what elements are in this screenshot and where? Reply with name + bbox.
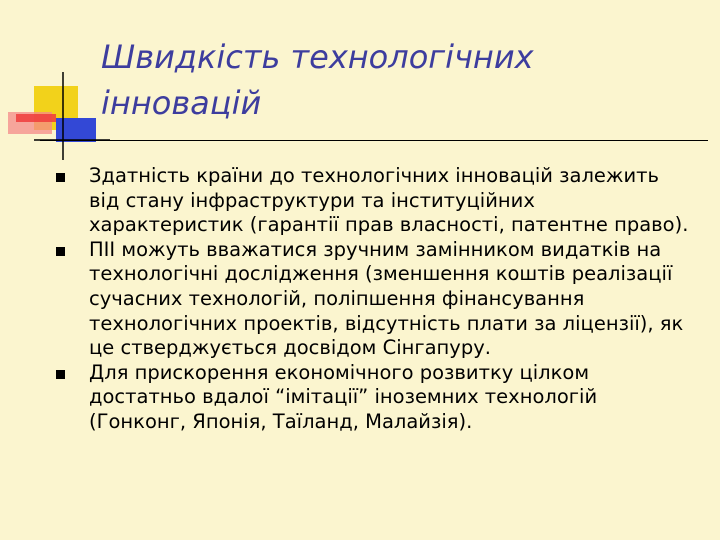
title-divider xyxy=(40,140,708,141)
square-bullet-icon xyxy=(56,173,65,182)
square-bullet-icon xyxy=(56,247,65,256)
bullet-text: Здатність країни до технологічних інновацій залежить від стану інфраструктури та інституційних характеристик (гарантії прав власності, патентне право). xyxy=(89,164,689,237)
slide-title xyxy=(101,34,701,126)
bullet-text: ПІІ можуть вважатися зручним замінником видатків на технологічні дослідження (зменшення коштів реалізації сучасних технологій, поліпшення фінансування технологічних проектів, відсутність плати за ліцензії), як це стверджується досвідом Сінгапуру. xyxy=(89,237,684,360)
square-bullet-icon xyxy=(56,370,65,379)
bullet-item xyxy=(55,164,695,238)
red-bar xyxy=(16,114,56,122)
title-line-1: Швидкість технологічних xyxy=(101,38,534,76)
color-squares-logo xyxy=(0,0,110,170)
title-line-2: інновацій xyxy=(101,84,262,122)
bullet-item xyxy=(55,238,695,361)
bullet-item xyxy=(55,361,695,435)
blue-square xyxy=(56,118,96,142)
bullet-text: Для прискорення економічного розвитку цілком достатньо вдалої “імітації” іноземних технологій (Гонконг, Японія, Таїланд, Малайзія). xyxy=(89,360,598,433)
bullet-list xyxy=(55,164,695,435)
